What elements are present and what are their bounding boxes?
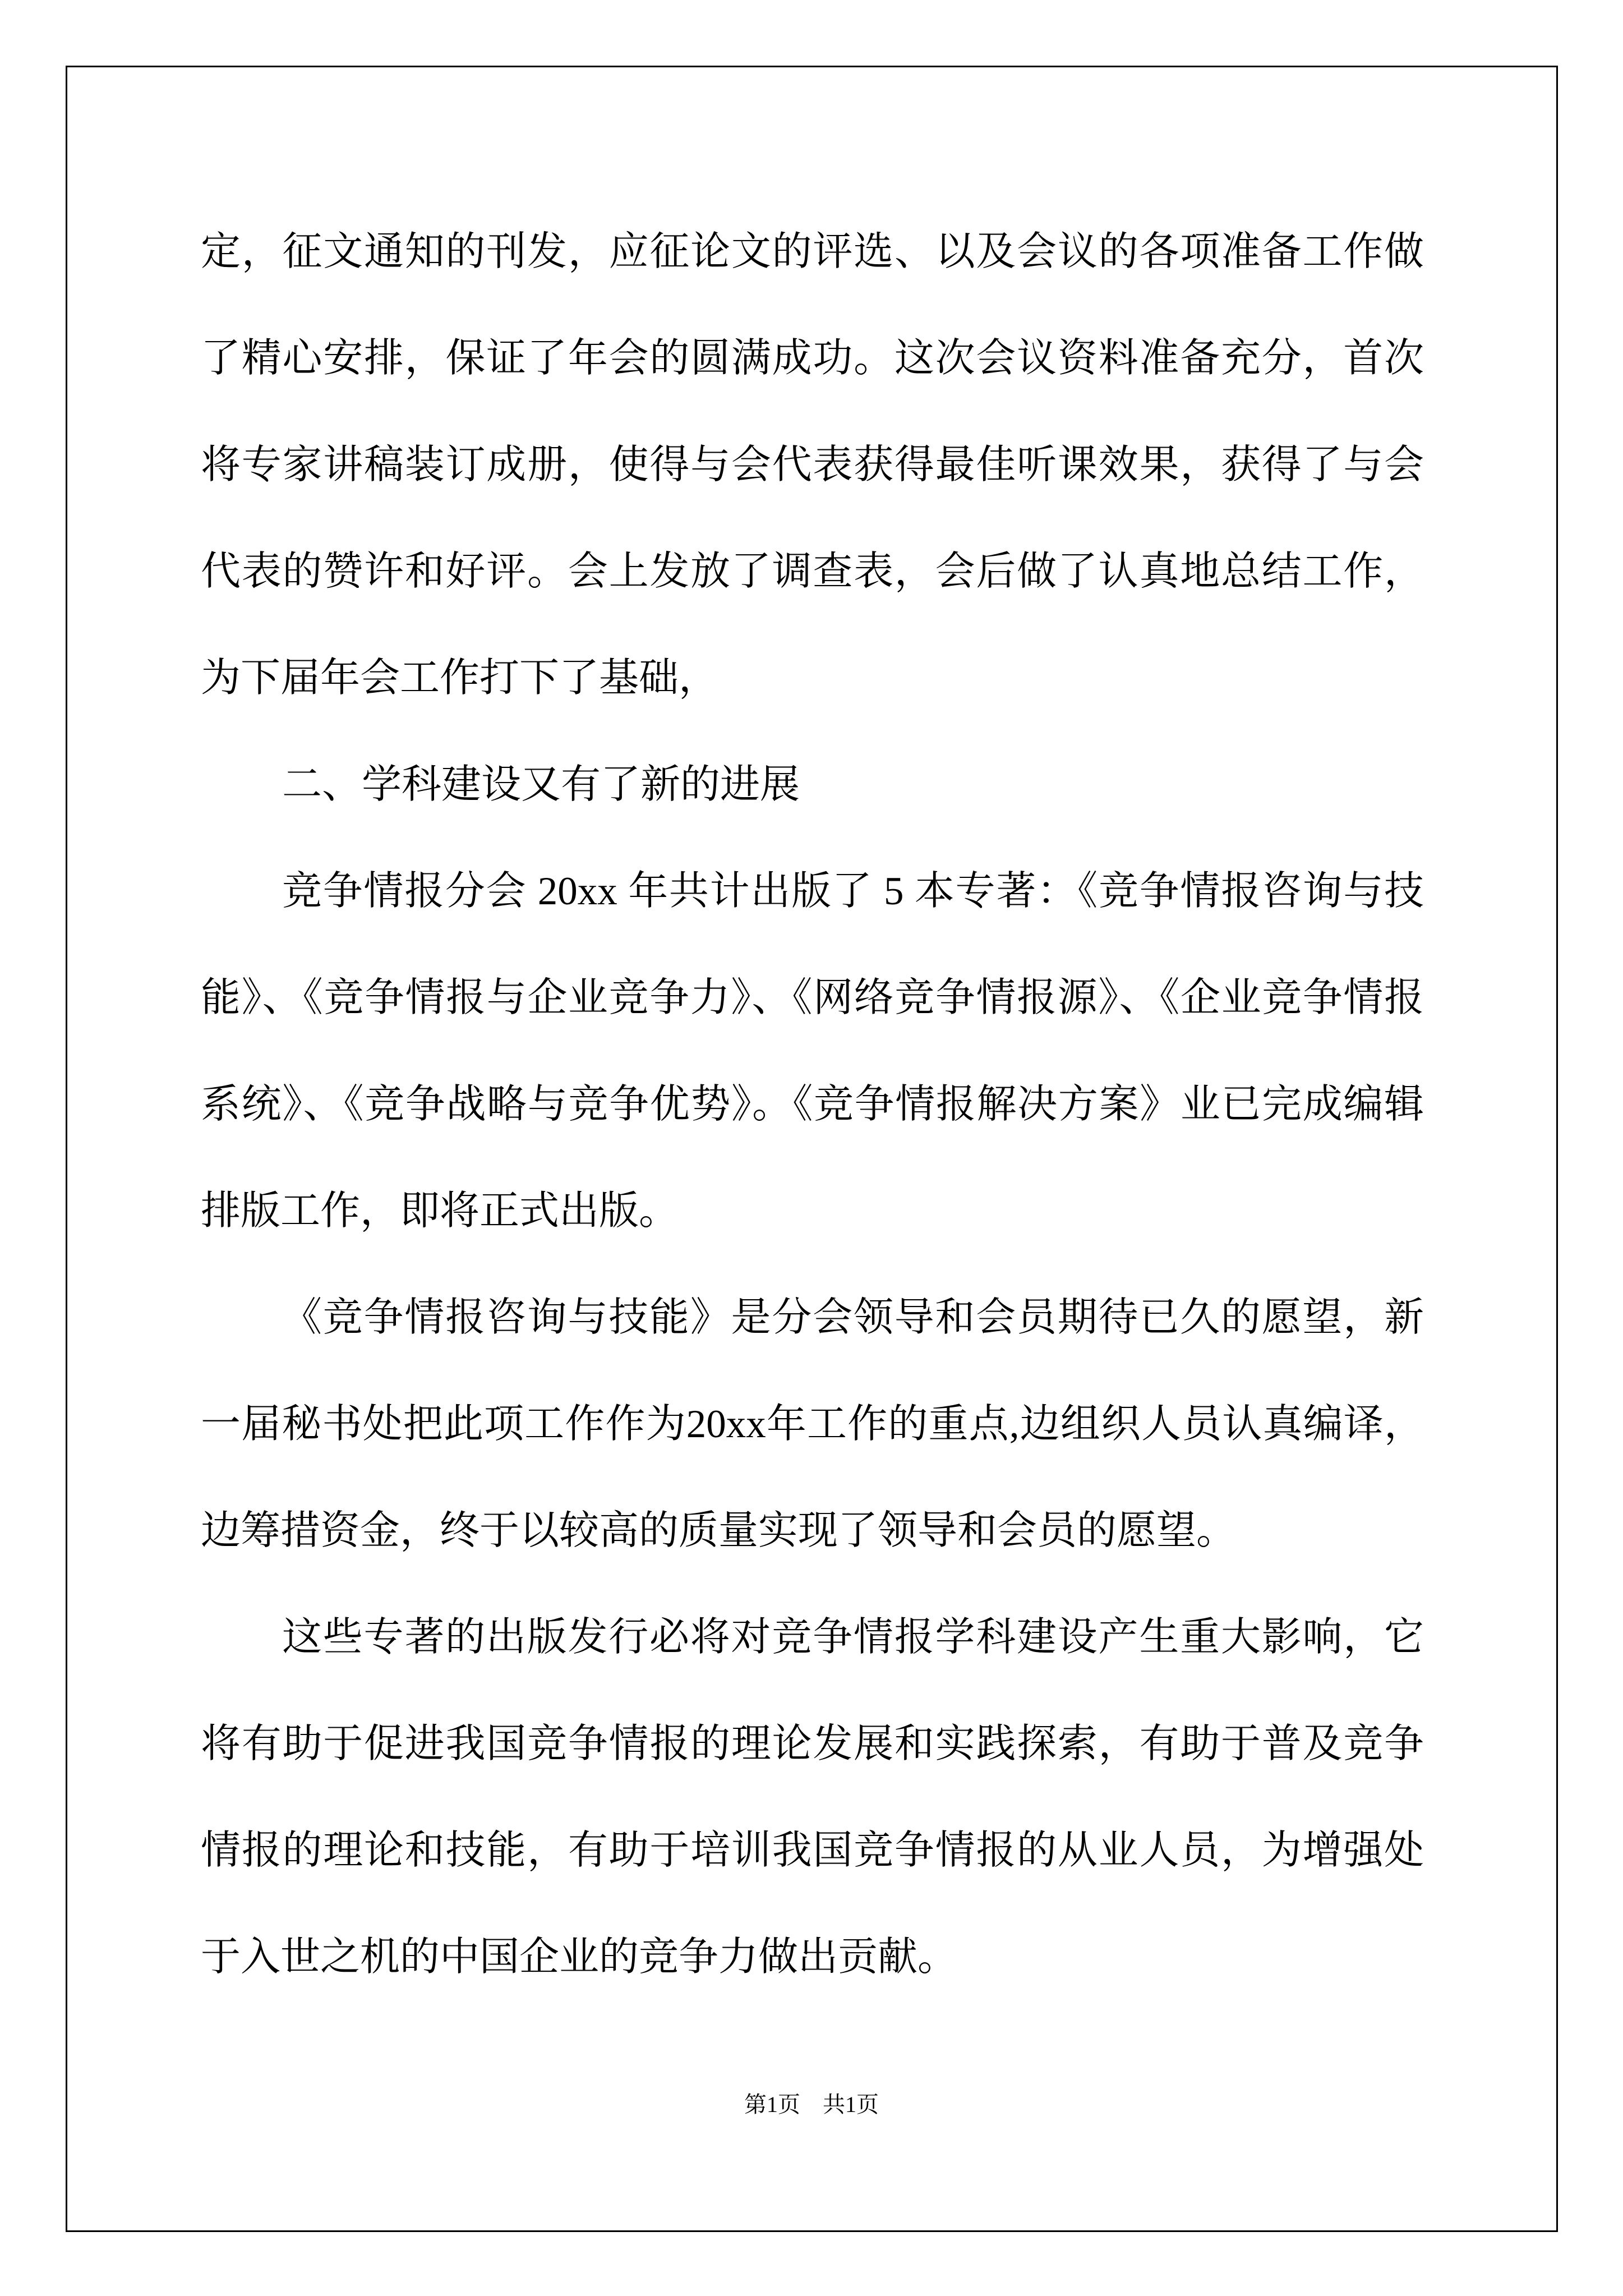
text-line: 将专家讲稿装订成册，使得与会代表获得最佳听课效果，获得了与会 xyxy=(201,443,1424,487)
page-number: 第1页 xyxy=(744,2092,800,2117)
text-line: 《竞争情报咨询与技能》是分会领导和会员期待已久的愿望，新 xyxy=(282,1296,1424,1340)
text-line: 排版工作，即将正式出版。 xyxy=(201,1189,679,1233)
text-line: 于入世之机的中国企业的竞争力做出贡献。 xyxy=(201,1935,958,1979)
page-count: 共1页 xyxy=(823,2092,879,2117)
paragraph xyxy=(201,838,1424,1264)
paragraph xyxy=(201,199,1424,731)
text-line: 将有助于促进我国竞争情报的理论发展和实践探索，有助于普及竞争 xyxy=(201,1722,1424,1766)
text-line: 边筹措资金，终于以较高的质量实现了领导和会员的愿望。 xyxy=(201,1509,1237,1553)
text-line: 一届秘书处把此项工作作为20xx年工作的重点,边组织人员认真编译， xyxy=(201,1402,1424,1446)
text-line: 这些专著的出版发行必将对竞争情报学科建设产生重大影响，它 xyxy=(282,1616,1424,1659)
text-line: 二、学科建设又有了新的进展 xyxy=(282,763,800,807)
text-line: 竞争情报分会 20xx 年共计出版了 5 本专著：《竞争情报咨询与技 xyxy=(282,869,1424,913)
paragraph xyxy=(201,1584,1424,2010)
text-line: 情报的理论和技能，有助于培训我国竞争情报的从业人员，为增强处 xyxy=(201,1829,1424,1872)
paragraph xyxy=(201,1264,1424,1584)
text-line: 为下届年会工作打下了基础， xyxy=(201,656,719,700)
page-footer xyxy=(0,2088,1623,2122)
document-body xyxy=(201,199,1424,2010)
text-line: 定，征文通知的刊发，应征论文的评选、以及会议的各项准备工作做 xyxy=(201,230,1424,274)
text-line: 代表的赞许和好评。会上发放了调查表，会后做了认真地总结工作， xyxy=(201,550,1424,593)
text-line: 了精心安排，保证了年会的圆满成功。这次会议资料准备充分，首次 xyxy=(201,337,1424,380)
section-heading xyxy=(201,731,1424,838)
text-line: 能》、《竞争情报与企业竞争力》、《网络竞争情报源》、《企业竞争情报 xyxy=(201,976,1424,1020)
text-line: 系统》、《竞争战略与竞争优势》。《竞争情报解决方案》业已完成编辑 xyxy=(201,1083,1424,1126)
